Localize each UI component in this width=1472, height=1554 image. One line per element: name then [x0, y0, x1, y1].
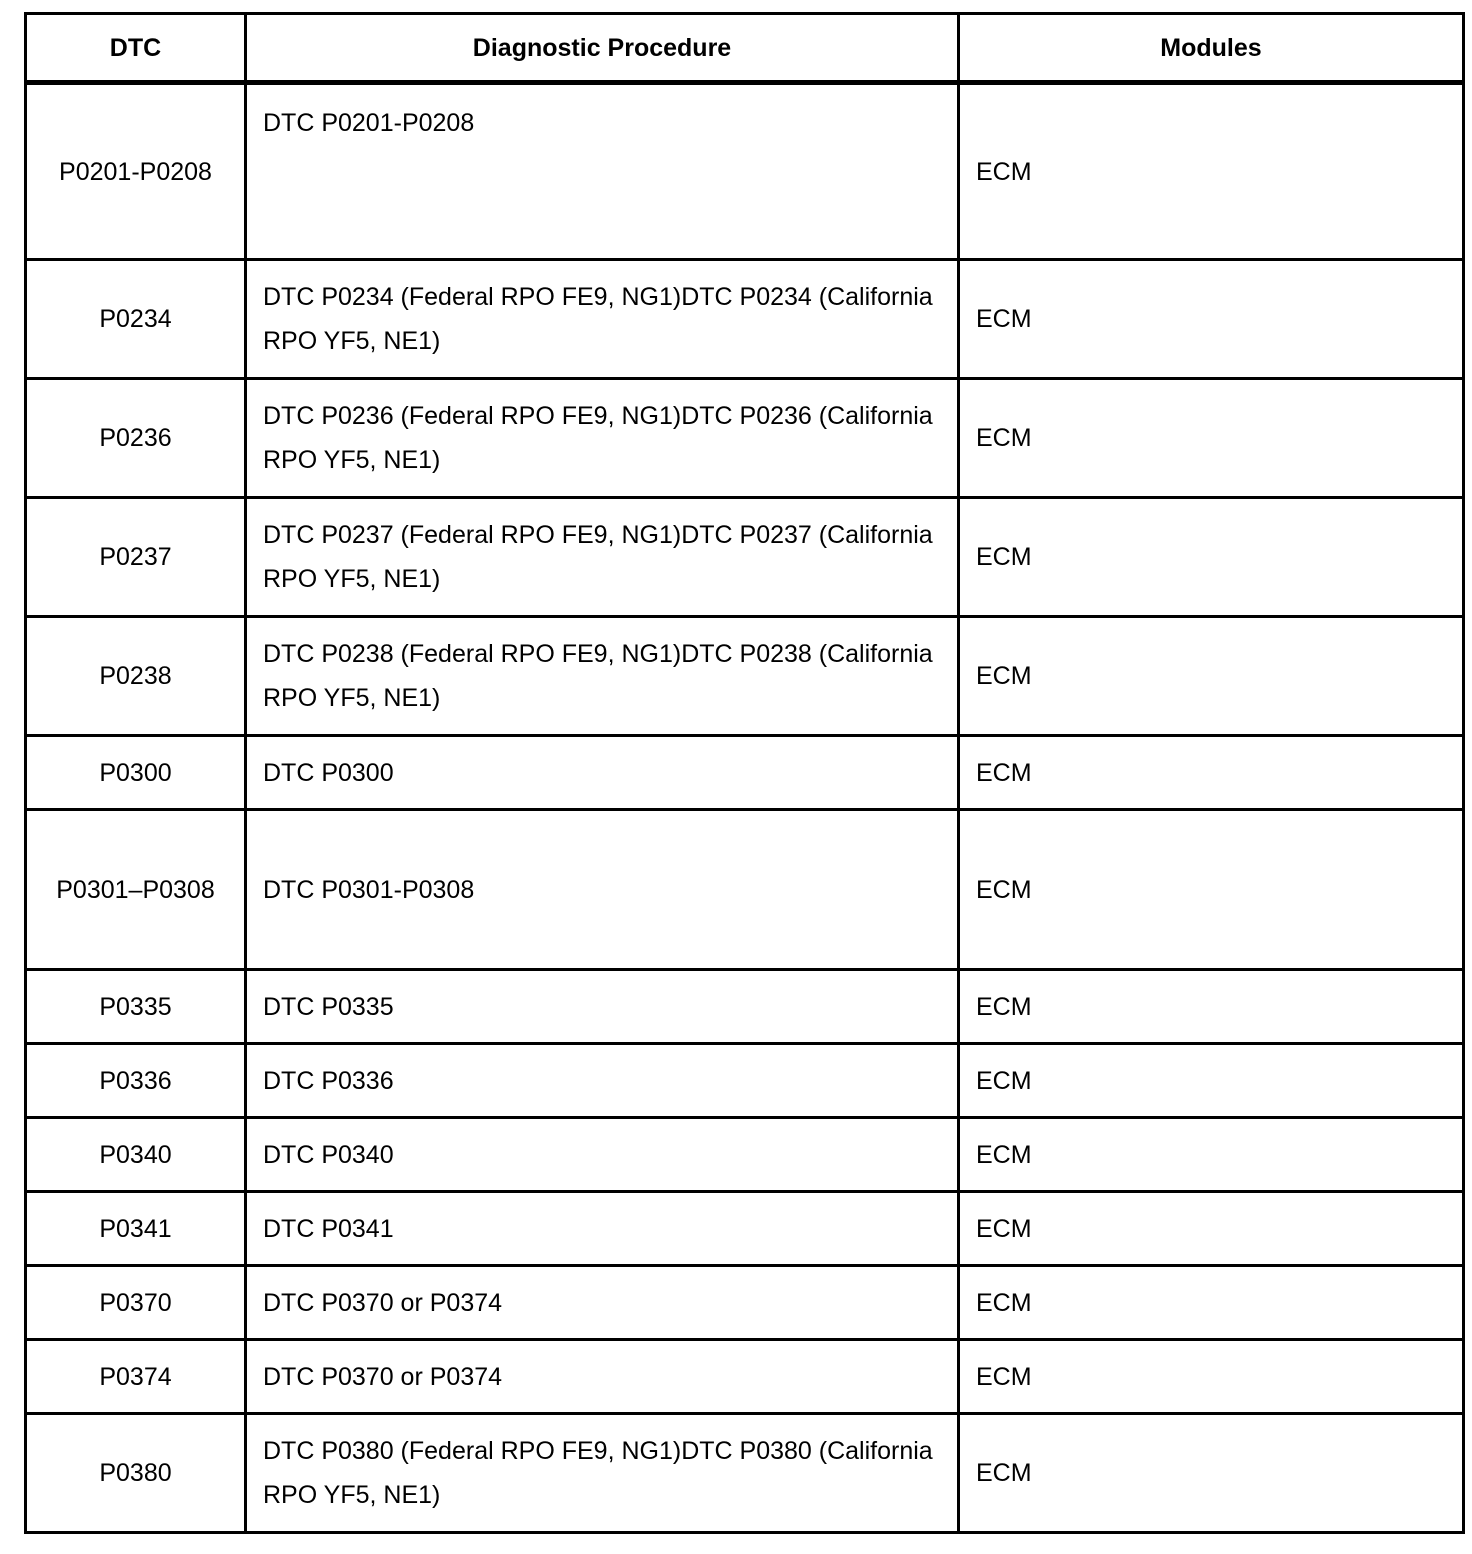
diagnostic-procedure-link[interactable]: DTC P0300: [246, 736, 959, 810]
dtc-code: P0238: [26, 617, 246, 736]
table-row: [26, 1340, 1464, 1414]
diagnostic-procedure-link[interactable]: DTC P0234 (Federal RPO FE9, NG1)DTC P0234 (California RPO YF5, NE1): [246, 260, 959, 379]
module-name: ECM: [959, 83, 1464, 260]
module-name: ECM: [959, 1340, 1464, 1414]
module-name: ECM: [959, 1118, 1464, 1192]
dtc-code: P0201-P0208: [26, 83, 246, 260]
diagnostic-procedure-link[interactable]: DTC P0201-P0208: [246, 83, 959, 260]
dtc-code: P0236: [26, 379, 246, 498]
dtc-code: P0380: [26, 1414, 246, 1533]
module-name: ECM: [959, 1192, 1464, 1266]
diagnostic-procedure-link[interactable]: DTC P0336: [246, 1044, 959, 1118]
dtc-table: [24, 12, 1465, 1534]
diagnostic-procedure-link[interactable]: DTC P0370 or P0374: [246, 1266, 959, 1340]
diagnostic-procedure-link[interactable]: DTC P0238 (Federal RPO FE9, NG1)DTC P0238 (California RPO YF5, NE1): [246, 617, 959, 736]
dtc-code: P0374: [26, 1340, 246, 1414]
module-name: ECM: [959, 617, 1464, 736]
table-header-row: [26, 14, 1464, 83]
table-row: [26, 498, 1464, 617]
dtc-code: P0301–P0308: [26, 810, 246, 970]
dtc-code: P0340: [26, 1118, 246, 1192]
table-row: [26, 1118, 1464, 1192]
diagnostic-procedure-link[interactable]: DTC P0301-P0308: [246, 810, 959, 970]
dtc-code: P0370: [26, 1266, 246, 1340]
table-row: [26, 260, 1464, 379]
table-row: [26, 1414, 1464, 1533]
diagnostic-procedure-link[interactable]: DTC P0237 (Federal RPO FE9, NG1)DTC P0237 (California RPO YF5, NE1): [246, 498, 959, 617]
table-row: [26, 1192, 1464, 1266]
diagnostic-procedure-link[interactable]: DTC P0341: [246, 1192, 959, 1266]
table-row: [26, 379, 1464, 498]
header-dtc: DTC: [26, 14, 246, 83]
module-name: ECM: [959, 970, 1464, 1044]
table-row: [26, 970, 1464, 1044]
module-name: ECM: [959, 810, 1464, 970]
diagnostic-procedure-link[interactable]: DTC P0335: [246, 970, 959, 1044]
table-row: [26, 83, 1464, 260]
module-name: ECM: [959, 736, 1464, 810]
module-name: ECM: [959, 1414, 1464, 1533]
dtc-code: P0300: [26, 736, 246, 810]
module-name: ECM: [959, 379, 1464, 498]
dtc-code: P0234: [26, 260, 246, 379]
table-row: [26, 736, 1464, 810]
header-modules: Modules: [959, 14, 1464, 83]
table-row: [26, 1266, 1464, 1340]
header-diagnostic-procedure: Diagnostic Procedure: [246, 14, 959, 83]
module-name: ECM: [959, 1044, 1464, 1118]
diagnostic-procedure-link[interactable]: DTC P0236 (Federal RPO FE9, NG1)DTC P0236 (California RPO YF5, NE1): [246, 379, 959, 498]
module-name: ECM: [959, 1266, 1464, 1340]
diagnostic-procedure-link[interactable]: DTC P0340: [246, 1118, 959, 1192]
table-row: [26, 1044, 1464, 1118]
dtc-code: P0335: [26, 970, 246, 1044]
module-name: ECM: [959, 498, 1464, 617]
dtc-code: P0336: [26, 1044, 246, 1118]
table-row: [26, 617, 1464, 736]
module-name: ECM: [959, 260, 1464, 379]
dtc-code: P0237: [26, 498, 246, 617]
diagnostic-procedure-link[interactable]: DTC P0370 or P0374: [246, 1340, 959, 1414]
dtc-code: P0341: [26, 1192, 246, 1266]
diagnostic-procedure-link[interactable]: DTC P0380 (Federal RPO FE9, NG1)DTC P0380 (California RPO YF5, NE1): [246, 1414, 959, 1533]
table-row: [26, 810, 1464, 970]
